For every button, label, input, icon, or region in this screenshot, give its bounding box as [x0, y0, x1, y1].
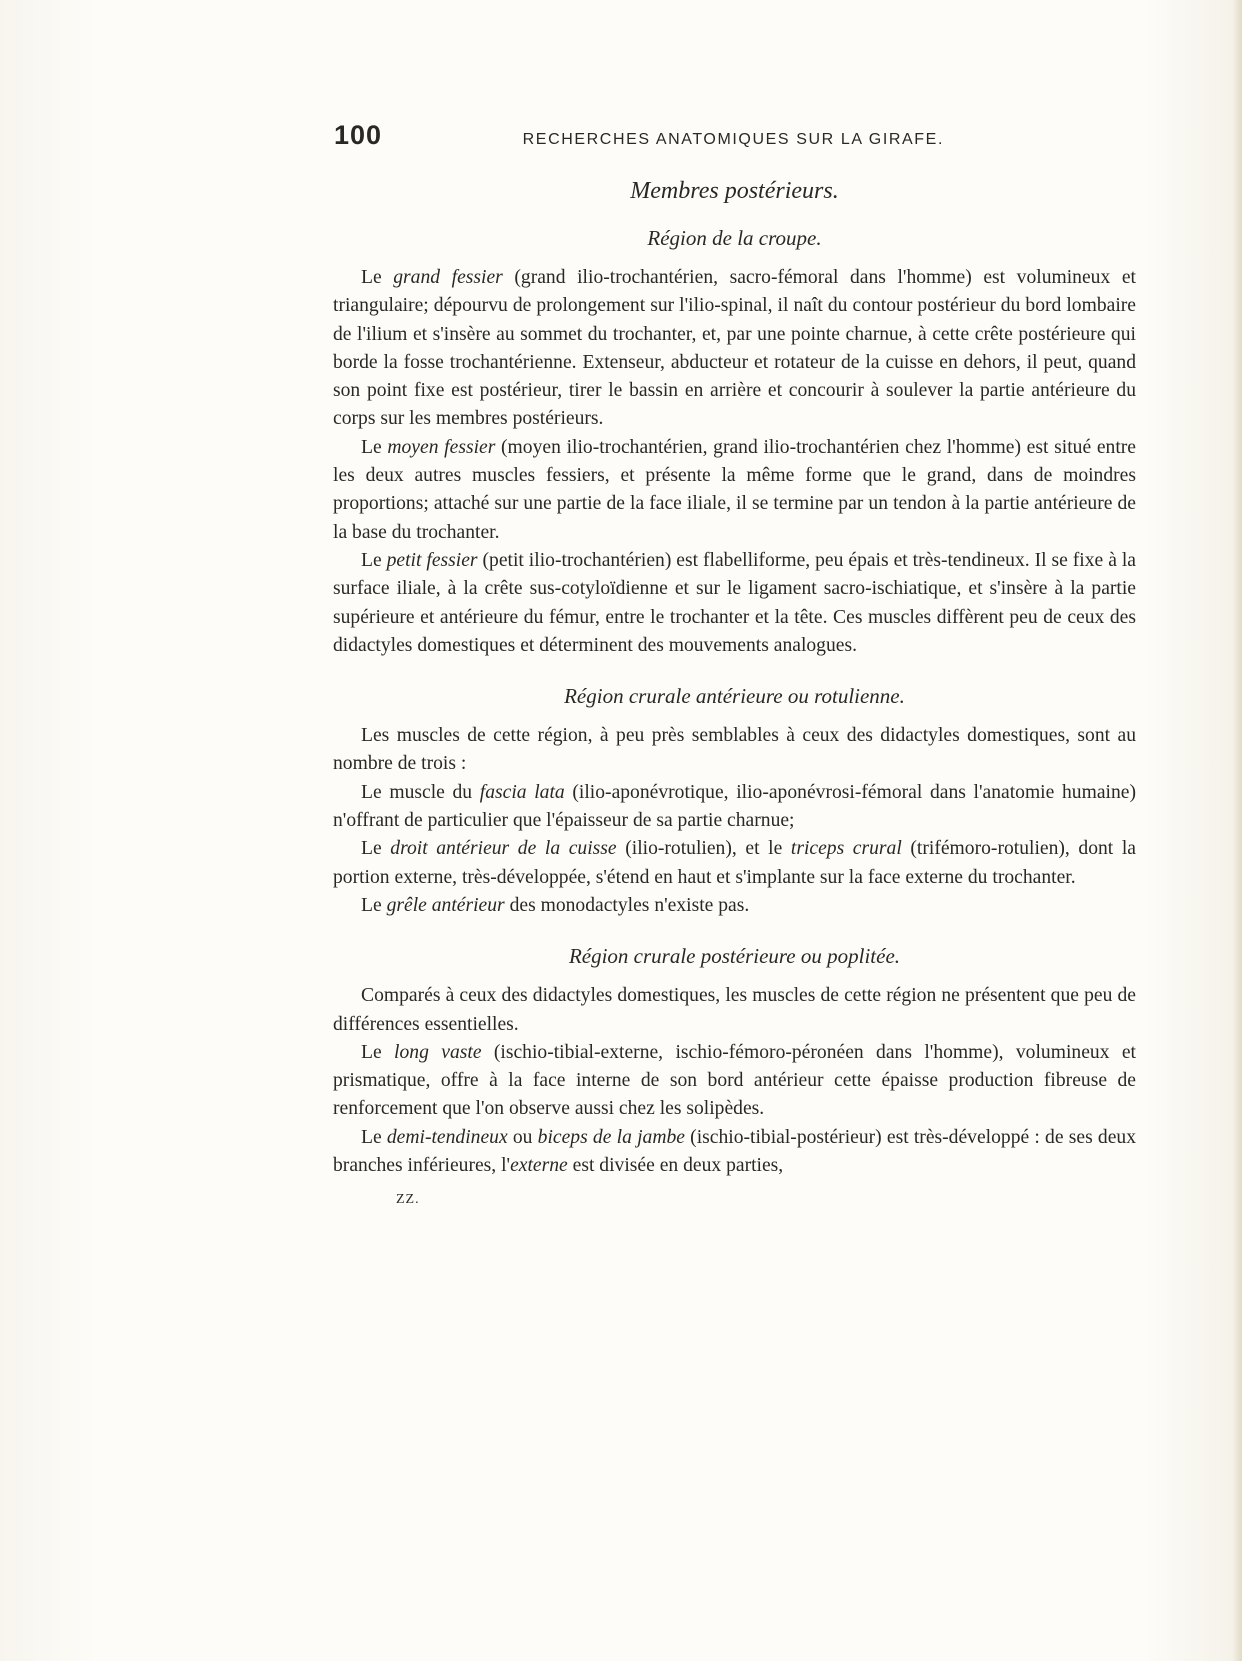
- paragraph-moyen-fessier: Le moyen fessier (moyen ilio-trochantérien, grand ilio-trochantérien chez l'homme) est situé entre les deux autres muscles fessiers, et présente la même forme que le grand, dans de moindres proportions; attaché sur une partie de la face iliale, il se termine par un tendon à la partie antérieure de la base du trochanter.: [333, 436, 1136, 543]
- subheading-crurale-anterieure: Région crurale antérieure ou rotulienne.: [564, 684, 905, 709]
- running-title: RECHERCHES ANATOMIQUES SUR LA GIRAFE.: [522, 131, 944, 148]
- term: grand fessier: [393, 267, 503, 288]
- paragraph-droit-anterieur: Le droit antérieur de la cuisse (ilio-rotulien), et le triceps crural (trifémoro-rotulien), dont la portion externe, très-développée, s'étend en haut et s'implante sur la face externe du trochanter.: [333, 838, 1136, 888]
- paragraph-grele-anterieur: Le grêle antérieur des monodactyles n'existe pas.: [361, 894, 750, 916]
- subheading-croupe: Région de la croupe.: [647, 226, 822, 250]
- term: demi-tendineux: [386, 1126, 508, 1148]
- paragraph-grand-fessier: Le grand fessier (grand ilio-trochantérien, sacro-fémoral dans l'homme) est volumineux et triangulaire; dépourvu de prolongement sur l'ilio-spinal, il naît du contour postérieur du bord lombaire de l'ilium et s'insère au sommet du trochanter, et, par une pointe charnue, à cette crête postérieure qui borde la fosse trochantérienne. Extenseur, abducteur et rotateur de la cuisse en dehors, il peut, quand son point fixe est postérieur, tirer le bassin en arrière et concourir à soulever la partie antérieure du corps sur les membres postérieurs.: [333, 267, 1136, 430]
- term: droit antérieur de la cuisse: [390, 838, 617, 860]
- term: long vaste: [394, 1041, 482, 1063]
- term: grêle antérieur: [386, 894, 505, 916]
- term: biceps de la jambe: [537, 1126, 685, 1148]
- paragraph-intro-crurale: Les muscles de cette région, à peu près semblables à ceux des didactyles domestiques, sont au nombre de trois :: [333, 725, 1136, 775]
- body-text: [333, 176, 1136, 1215]
- paragraph-demi-tendineux: Le demi-tendineux ou biceps de la jambe (ischio-tibial-postérieur) est très-développé : de ses deux branches inférieures, l'externe est divisée en deux parties,: [333, 1126, 1136, 1177]
- subheading-crurale-posterieure: Région crurale postérieure ou poplitée.: [568, 944, 901, 969]
- paragraph-petit-fessier: Le petit fessier (petit ilio-trochantérien) est flabelliforme, peu épais et très-tendineux. Il se fixe à la surface iliale, à la crête sus-cotyloïdienne et sur le ligament sacro-ischiatique, et s'insère à la partie supérieure et antérieure du fémur, entre le trochanter et la tête. Ces muscles diffèrent peu de ceux des didactyles domestiques et déterminent des mouvements analogues.: [333, 549, 1136, 656]
- page-edge: [1232, 0, 1242, 1661]
- term: petit fessier: [386, 549, 478, 571]
- paragraph-long-vaste: Le long vaste (ischio-tibial-externe, ischio-fémoro-péronéen dans l'homme), volumineux et prismatique, offre à la face interne de son bord antérieur cette épaisse production fibreuse de renforcement que l'on observe aussi chez les solipèdes.: [333, 1041, 1136, 1120]
- paragraph-fascia-lata: Le muscle du fascia lata (ilio-aponévrotique, ilio-aponévrosi-fémoral dans l'anatomie humaine) n'offrant de particulier que l'épaisseur de sa partie charnue;: [333, 781, 1136, 832]
- paragraph-intro-poplitee: Comparés à ceux des didactyles domestiques, les muscles de cette région ne présentent que peu de différences essentielles.: [333, 985, 1136, 1035]
- term: externe: [510, 1155, 568, 1177]
- page-number: 100: [334, 120, 383, 150]
- term: fascia lata: [479, 781, 565, 803]
- term: triceps crural: [790, 838, 902, 860]
- running-header: [334, 120, 944, 152]
- signature-mark: ZZ.: [396, 1192, 420, 1208]
- section-heading-main: Membres postérieurs.: [630, 178, 839, 204]
- term: moyen fessier: [387, 436, 496, 458]
